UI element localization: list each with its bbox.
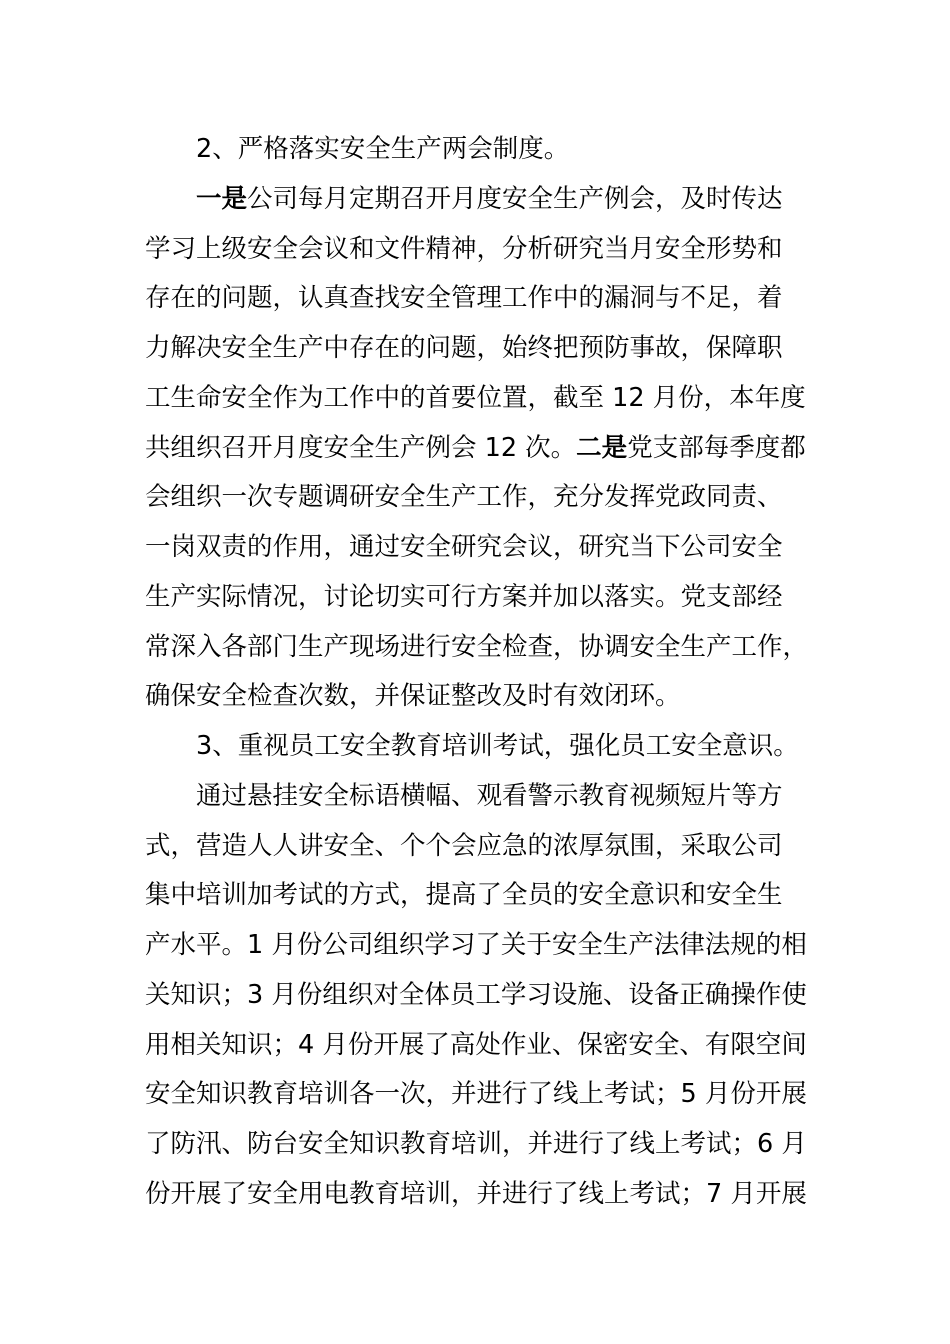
line-text: 工生命安全作为工作中的首要位置，截至 12 月份，本年度 xyxy=(145,382,806,413)
line-text: 共组织召开月度安全生产例会 12 次。 xyxy=(145,432,577,463)
text-line xyxy=(145,374,825,424)
text-line xyxy=(145,672,825,722)
line-text: 常深入各部门生产现场进行安全检查，协调安全生产工作， xyxy=(145,631,809,662)
emphasis-text: 一是 xyxy=(196,183,248,214)
line-text: 关知识；3 月份组织对全体员工学习设施、设备正确操作使 xyxy=(145,979,807,1010)
section-heading-3 xyxy=(145,722,825,772)
text-line xyxy=(145,473,825,523)
document-body xyxy=(145,125,825,1220)
line-text: 会组织一次专题调研安全生产工作，充分发挥党政同责、 xyxy=(145,482,783,513)
line-text: 生产实际情况，讨论切实可行方案并加以落实。党支部经 xyxy=(145,581,783,612)
text-line xyxy=(145,921,825,971)
text-line xyxy=(145,871,825,921)
text-line xyxy=(145,1070,825,1120)
text-line xyxy=(145,225,825,275)
line-text: 通过悬挂安全标语横幅、观看警示教育视频短片等方 xyxy=(196,780,783,811)
text-line xyxy=(145,424,825,474)
line-text: 党支部每季度都 xyxy=(627,432,806,463)
text-line xyxy=(145,772,825,822)
text-line xyxy=(145,1170,825,1220)
text-line xyxy=(145,1120,825,1170)
line-text: 一岗双责的作用，通过安全研究会议，研究当下公司安全 xyxy=(145,532,783,562)
text-line xyxy=(145,822,825,872)
section-heading-2 xyxy=(145,125,825,175)
line-text: 了防汛、防台安全知识教育培训，并进行了线上考试；6 月 xyxy=(145,1129,807,1159)
line-text: 学习上级安全会议和文件精神，分析研究当月安全形势和 xyxy=(145,233,783,264)
text-line xyxy=(145,971,825,1021)
emphasis-text: 二是 xyxy=(576,432,628,463)
line-text: 公司每月定期召开月度安全生产例会，及时传达 xyxy=(247,183,783,214)
line-text: 3、重视员工安全教育培训考试，强化员工安全意识。 xyxy=(196,731,799,761)
line-text: 份开展了安全用电教育培训，并进行了线上考试；7 月开展 xyxy=(145,1178,807,1209)
line-text: 用相关知识；4 月份开展了高处作业、保密安全、有限空间 xyxy=(145,1029,807,1060)
text-line xyxy=(145,573,825,623)
line-text: 2、严格落实安全生产两会制度。 xyxy=(196,134,570,164)
text-line xyxy=(145,175,825,225)
text-line xyxy=(145,1021,825,1071)
line-text: 式，营造人人讲安全、个个会应急的浓厚氛围，采取公司 xyxy=(145,830,783,861)
line-text: 存在的问题，认真查找安全管理工作中的漏洞与不足，着 xyxy=(145,283,783,314)
line-text: 安全知识教育培训各一次，并进行了线上考试；5 月份开展 xyxy=(145,1079,807,1110)
text-line xyxy=(145,623,825,673)
line-text: 确保安全检查次数，并保证整改及时有效闭环。 xyxy=(145,681,681,712)
text-line xyxy=(145,324,825,374)
line-text: 力解决安全生产中存在的问题，始终把预防事故，保障职 xyxy=(145,333,783,363)
line-text: 集中培训加考试的方式，提高了全员的安全意识和安全生 xyxy=(145,880,783,911)
line-text: 产水平。1 月份公司组织学习了关于安全生产法律法规的相 xyxy=(145,930,807,960)
text-line xyxy=(145,523,825,573)
text-line xyxy=(145,274,825,324)
